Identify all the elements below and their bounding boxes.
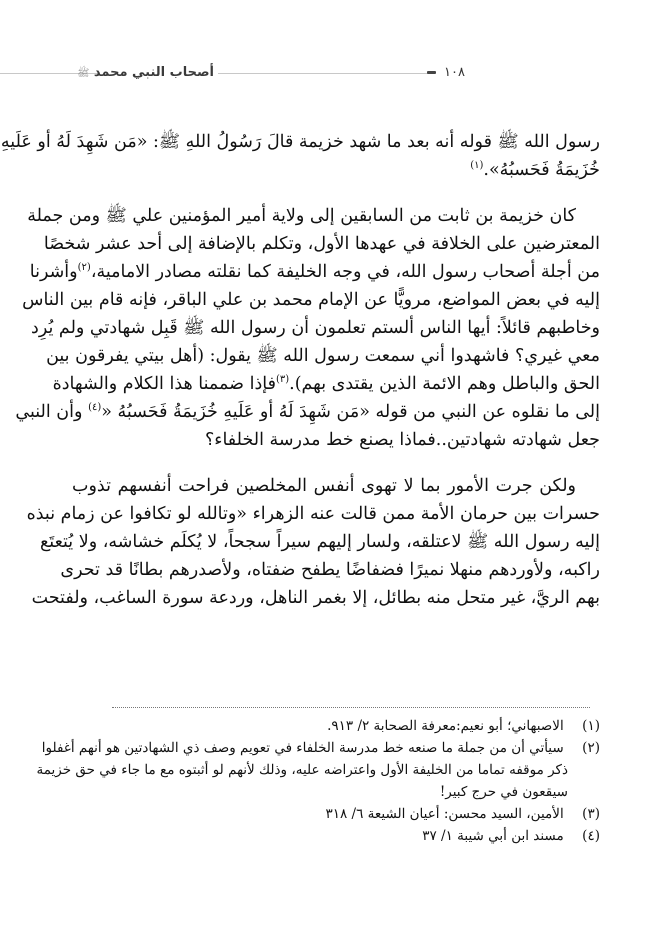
text-line: رسول الله ﷺ قوله أنه بعد ما شهد خزيمة قالَ رَسُولُ اللهِ ﷺ: «مَن شَهِدَ لَهُ أو عَلَيهِ bbox=[0, 132, 600, 152]
footnote-1 bbox=[60, 715, 600, 737]
footnote-number: (٢) bbox=[582, 740, 600, 756]
text-line: معي غيري؟ فاشهدوا أني سمعت رسول الله ﷺ يقول: (أهل بيتي يفرقون بين bbox=[46, 346, 600, 366]
footnote-4 bbox=[60, 825, 600, 847]
text-line: إليه رسول الله ﷺ لاعتلقه، ولسار إليهم سيراً سجحاً، لا يُكلَم خشاشه، ولا يُتعتَع bbox=[39, 532, 600, 552]
text-span: إلى ما نقلوه عن النبي من قوله «مَن شَهِدَ لَهُ أو عَلَيهِ خُزَيمَةُ فَحَسبُهُ « bbox=[101, 402, 600, 422]
running-title-text: أصحاب النبي محمد bbox=[93, 65, 214, 80]
footnote-text: سيأتي أن من جملة ما صنعه خط مدرسة الخلفاء في تعويم وصف ذي الشهادتين هو أنهم أغفلوا bbox=[41, 740, 564, 756]
text-span: من أجلة أصحاب رسول الله، في وجه الخليفة كما نقلته مصادر الامامية، bbox=[90, 262, 600, 282]
header-dash-marker bbox=[427, 71, 436, 74]
footnote-2 bbox=[41, 737, 600, 759]
footnote-text: الاصبهاني؛ أبو نعيم:معرفة الصحابة ٢/ ٩١٣. bbox=[327, 718, 564, 734]
footnote-ref-4[interactable]: (٤) bbox=[88, 402, 102, 414]
text-line: ولكن جرت الأمور بما لا تهوى أنفس المخلصين فراحت أنفسهم تذوب bbox=[72, 476, 576, 496]
footnote-ref-1[interactable]: (١) bbox=[470, 160, 484, 172]
footnote-separator bbox=[112, 707, 590, 708]
footnote-number: (١) bbox=[582, 718, 600, 734]
text-span: وأن النبي bbox=[15, 402, 83, 422]
text-line bbox=[52, 370, 600, 398]
text-line bbox=[15, 398, 600, 426]
text-line bbox=[29, 258, 600, 286]
text-line bbox=[72, 156, 600, 184]
footnotes-section bbox=[36, 715, 600, 847]
text-span: فإذا ضممنا هذا الكلام والشهادة bbox=[52, 374, 276, 394]
honorific-icon: ﷺ bbox=[77, 68, 90, 79]
text-line: المعترضين على الخلافة في عهدها الأول، وتكلم بالإضافة إلى أحد عشر شخصًا bbox=[43, 234, 600, 254]
text-line: جعل شهادته شهادتين..فماذا يصنع خط مدرسة الخلفاء؟ bbox=[204, 430, 600, 450]
header-rule-middle bbox=[218, 73, 430, 74]
page-number: ١٠٨ bbox=[444, 65, 465, 80]
footnote-number: (٣) bbox=[582, 806, 600, 822]
footnote-text: مسند ابن أبي شيبة ١/ ٣٧ bbox=[422, 828, 564, 844]
text-span: خُزَيمَةُ فَحَسبُهُ». bbox=[483, 160, 600, 180]
footnote-number: (٤) bbox=[582, 828, 600, 844]
text-line: حسرات بين حرمان الأمة ممن قالت عنه الزهراء «وتالله لو تكافوا عن زمام نبذه bbox=[26, 504, 600, 524]
footnote-ref-2[interactable]: (٢) bbox=[77, 262, 91, 274]
running-title bbox=[77, 62, 214, 85]
main-body bbox=[0, 128, 600, 630]
text-line: وخاطبهم قائلاً: أيها الناس ألستم تعلمون أن رسول الله ﷺ قَبِل شهادتي ولم يُرِد bbox=[31, 318, 600, 338]
text-line: راكبه، ولأوردهم منهلا نميرًا فضفاضًا يطفح ضفتاه، ولأصدرهم بطانًا قد تحرى bbox=[60, 560, 600, 580]
text-line: إليه في بعض المواضع، مرويًّا عن الإمام محمد بن علي الباقر، فإنه قام بين الناس bbox=[22, 290, 600, 310]
paragraph-2 bbox=[15, 202, 600, 454]
footnote-2-continuation: سيقعون في حرج كبير! bbox=[439, 784, 568, 800]
footnote-text: الأمين، السيد محسن: أعيان الشيعة ٦/ ٣١٨ bbox=[325, 806, 564, 822]
text-span: الحق والباطل وهم الائمة الذين يقتدى بهم). bbox=[289, 374, 600, 394]
text-line: بهم الريَّ، غير متحل منه بطائل، إلا بغمر الناهل، وردعة سورة الساغب، ولفتحت bbox=[31, 588, 600, 608]
footnote-ref-3[interactable]: (٣) bbox=[275, 374, 290, 386]
footnote-2-continuation: ذكر موقفه تماما من الخليفة الأول واعتراضه عليه، وذلك لأنهم لو أثبتوه مع ما جاء في حق خزيمة bbox=[36, 762, 568, 778]
paragraph-3 bbox=[26, 472, 600, 612]
page-header bbox=[0, 62, 669, 86]
footnote-3 bbox=[60, 803, 600, 825]
text-span: وأشرنا bbox=[29, 262, 78, 282]
text-line: كان خزيمة بن ثابت من السابقين إلى ولاية أمير المؤمنين علي ﷺ ومن جملة bbox=[27, 206, 576, 226]
paragraph-1 bbox=[0, 128, 600, 184]
